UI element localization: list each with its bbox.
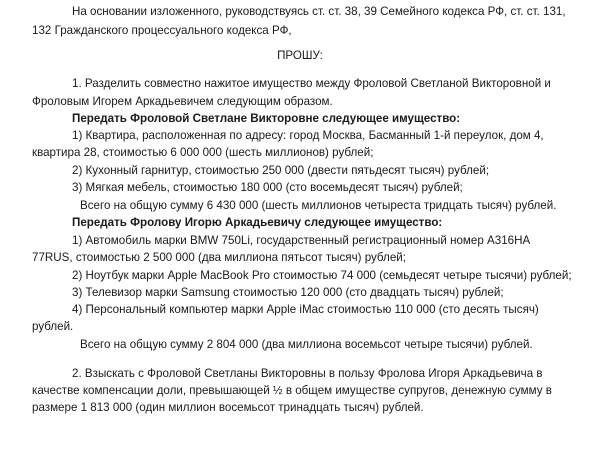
husband-total: Всего на общую сумму 2 804 000 (два миллиона восемьсот четыре тысячи) рублей. [80, 338, 533, 351]
husband-entry-4-line-2: рублей. [32, 320, 74, 333]
intro-line-2: 132 Гражданского процессуального кодекса РФ, [32, 24, 292, 37]
husband-property-header: Передать Фролову Игорю Аркадьевичу следующее имущество: [72, 216, 443, 229]
item1-line-1: 1. Разделить совместно нажитое имущество между Фроловой Светланой Викторовной и [72, 77, 551, 90]
item2-line-2: качестве компенсации доли, превышающей ½ в общем имуществе супругов, денежную сумму в [32, 384, 552, 397]
wife-property-header: Передать Фроловой Светлане Викторовне следующее имущество: [72, 112, 461, 125]
wife-entry-2: 2) Кухонный гарнитур, стоимостью 250 000 (двести пятьдесят тысяч) рублей; [72, 164, 490, 177]
husband-entry-3: 3) Телевизор марки Samsung стоимостью 120 000 (сто двадцать тысяч) рублей; [72, 286, 504, 299]
husband-entry-1-line-2: 77RUS, стоимостью 2 500 000 (два миллиона пятьсот тысяч) рублей; [32, 251, 406, 264]
wife-total: Всего на общую сумму 6 430 000 (шесть миллионов четыреста тридцать тысяч) рублей. [80, 199, 557, 212]
husband-entry-1-line-1: 1) Автомобиль марки BMW 750Li, государственный регистрационный номер А316НА [72, 234, 531, 247]
petition-heading: ПРОШУ: [277, 49, 323, 62]
husband-entry-4-line-1: 4) Персональный компьютер марки Apple iMac стоимостью 110 000 (сто десять тысяч) [72, 303, 539, 316]
husband-entry-2: 2) Ноутбук марки Apple MacBook Pro стоимостью 74 000 (семьдесят четыре тысячи) рублей; [72, 269, 572, 282]
item2-line-1: 2. Взыскать с Фроловой Светланы Викторовны в пользу Фролова Игоря Аркадьевича в [72, 367, 543, 380]
wife-entry-1-line-2: квартира 28, стоимостью 6 000 000 (шесть миллионов) рублей; [32, 146, 374, 159]
item2-line-3: размере 1 813 000 (один миллион восемьсот тринадцать тысяч) рублей. [32, 401, 424, 414]
intro-line-1: На основании изложенного, руководствуясь ст. ст. 38, 39 Семейного кодекса РФ, ст. ст. 131, [72, 5, 566, 18]
wife-entry-1-line-1: 1) Квартира, расположенная по адресу: город Москва, Басманный 1-й переулок, дом 4, [72, 129, 544, 142]
wife-entry-3: 3) Мягкая мебель, стоимостью 180 000 (сто восемьдесят тысяч) рублей; [72, 181, 463, 194]
item1-line-2: Фроловым Игорем Аркадьевичем следующим образом. [32, 95, 333, 108]
